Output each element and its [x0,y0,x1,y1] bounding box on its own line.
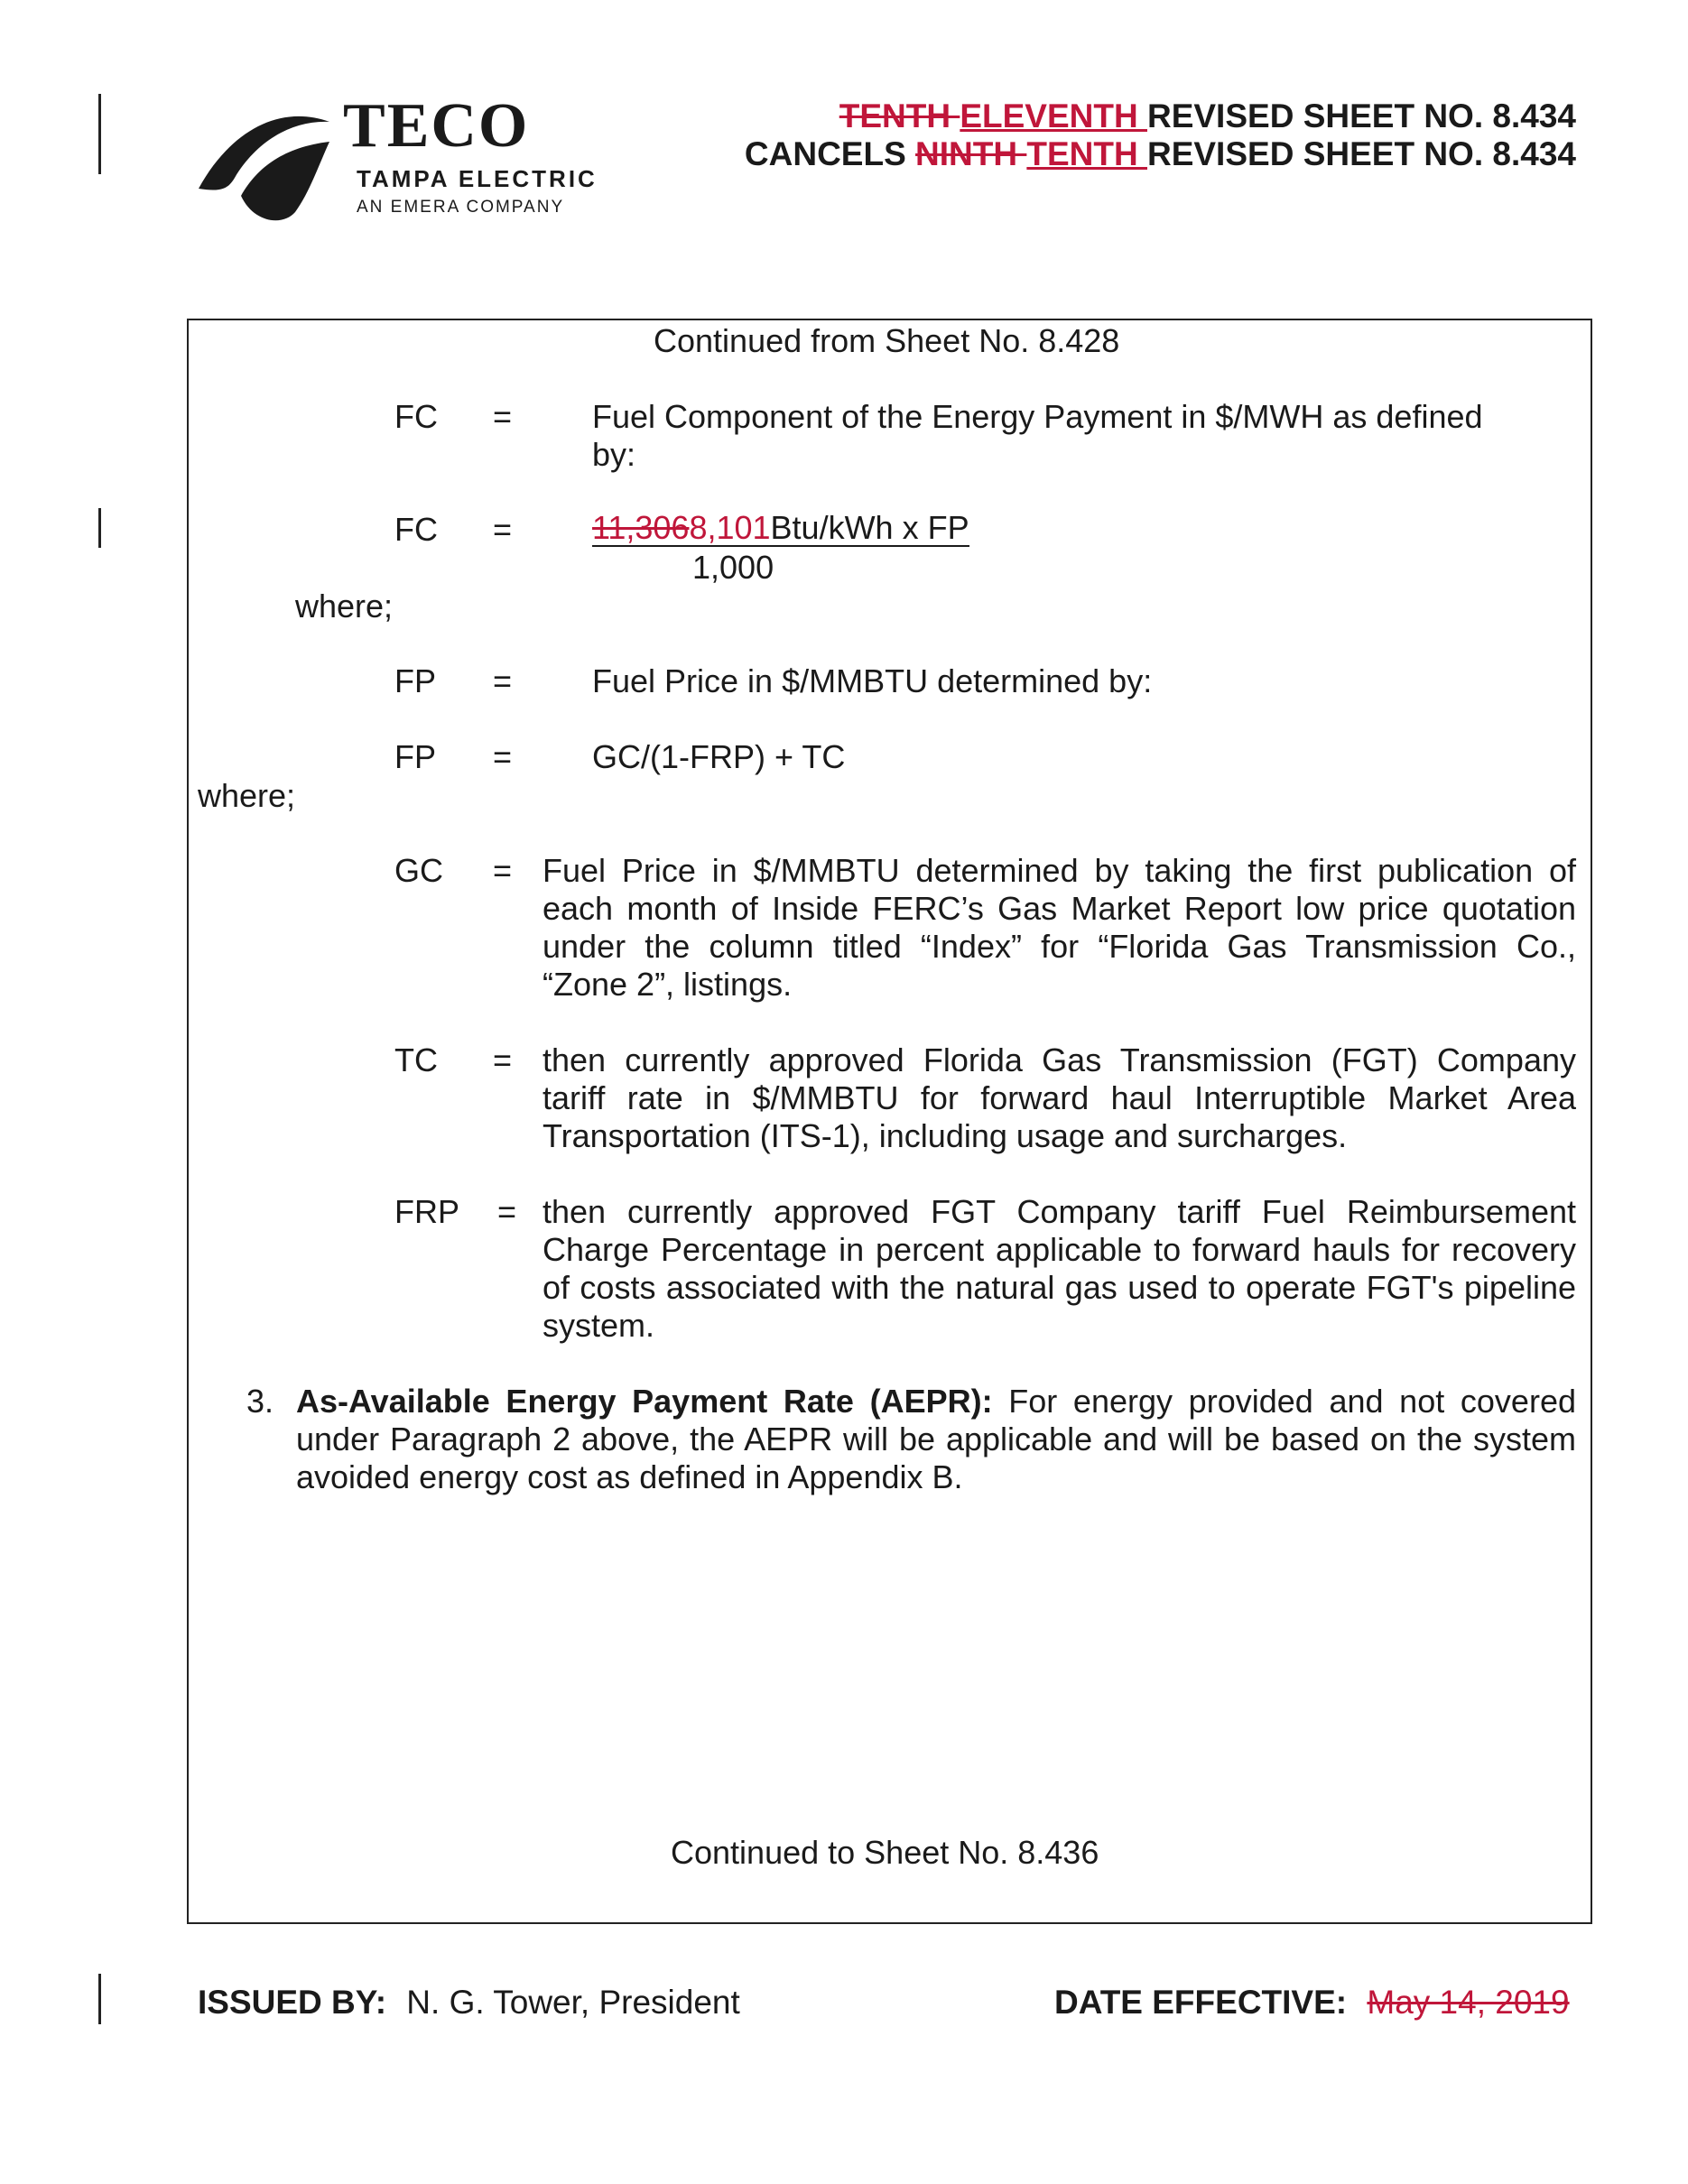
gc-definition: Fuel Price in $/MMBTU determined by taking the first publication of each month of Inside FERC’s Gas Market Report low price quotation under the column titled “Index” for “Florida Gas Transmission Co., “Zone 2”, listings. [543,852,1576,1003]
change-bar-formula [98,508,101,548]
sheet-header [745,97,1576,173]
date-effective [1054,1984,1570,2022]
logo-company: TAMPA ELECTRIC [357,165,598,192]
frp-equals: = [497,1193,517,1230]
item-paragraph [296,1383,1576,1496]
where-label: where; [198,777,296,814]
continued-to: Continued to Sheet No. 8.436 [671,1834,1099,1871]
item-text: For energy provided and not covered under Paragraph 2 above, the AEPR will be applicable and will be based on the system avoided energy cost as defined in Appendix B. [296,1383,1576,1495]
fc-formula-denominator: 1,000 [692,549,774,586]
item-number: 3. [246,1383,274,1420]
inserted-revision: TENTH [1026,135,1147,172]
fp-formula-symbol: FP [394,738,437,775]
date-deleted: May 14, 2019 [1367,1984,1570,2021]
fc-formula-equals: = [493,511,513,548]
fp-symbol: FP [394,662,437,699]
deleted-revision: NINTH [915,135,1027,172]
deleted-heat-rate: 11,306 [592,509,690,546]
fc-symbol: FC [394,398,438,435]
issued-value: N. G. Tower, President [406,1984,740,2021]
frp-definition: then currently approved FGT Company tariff Fuel Reimbursement Charge Percentage in percent applicable to forward hauls for recovery of costs associated with the natural gas used to operate FGT's pipeline system. [543,1193,1576,1344]
formula-rest: Btu/kWh x FP [770,509,969,546]
inserted-heat-rate: 8,101 [689,509,771,546]
fp-definition: Fuel Price in $/MMBTU determined by: [592,662,1153,699]
fp-equals: = [493,662,513,699]
change-bar-header [98,94,101,174]
cancels-prefix: CANCELS [744,135,916,172]
issued-label: ISSUED BY: [198,1984,387,2021]
issued-by [198,1984,740,2022]
tc-equals: = [493,1041,513,1078]
fp-formula: GC/(1-FRP) + TC [592,738,846,775]
logo-parent: AN EMERA COMPANY [357,198,565,217]
inserted-revision: ELEVENTH [960,97,1147,134]
gc-symbol: GC [394,852,443,889]
tc-definition: then currently approved Florida Gas Transmission (FGT) Company tariff rate in $/MMBTU for forward haul Interruptible Market Area Transportation (ITS-1), including usage and surcharges. [543,1041,1576,1154]
fp-formula-equals: = [493,738,513,775]
swoosh-logo-icon [194,95,329,221]
company-logo [194,91,663,221]
where-label: where; [295,588,394,625]
logo-brand: TECO [343,91,530,161]
sheet-number: REVISED SHEET NO. 8.434 [1146,135,1576,172]
sheet-number: REVISED SHEET NO. 8.434 [1146,97,1576,134]
fc-formula-numerator [592,511,969,547]
continued-from: Continued from Sheet No. 8.428 [654,322,1120,359]
frp-symbol: FRP [394,1193,459,1230]
gc-equals: = [493,852,513,889]
fc-equals: = [493,398,513,435]
fc-formula-symbol: FC [394,511,438,548]
fc-definition: Fuel Component of the Energy Payment in $/MWH as defined by: [592,398,1483,473]
sheet-header-line1 [745,97,1576,135]
tc-symbol: TC [394,1041,438,1078]
deleted-revision: TENTH [839,97,960,134]
change-bar-footer [98,1974,101,2024]
item-title: As-Available Energy Payment Rate (AEPR): [296,1383,993,1420]
date-label: DATE EFFECTIVE: [1054,1984,1348,2021]
sheet-header-line2 [745,135,1576,173]
